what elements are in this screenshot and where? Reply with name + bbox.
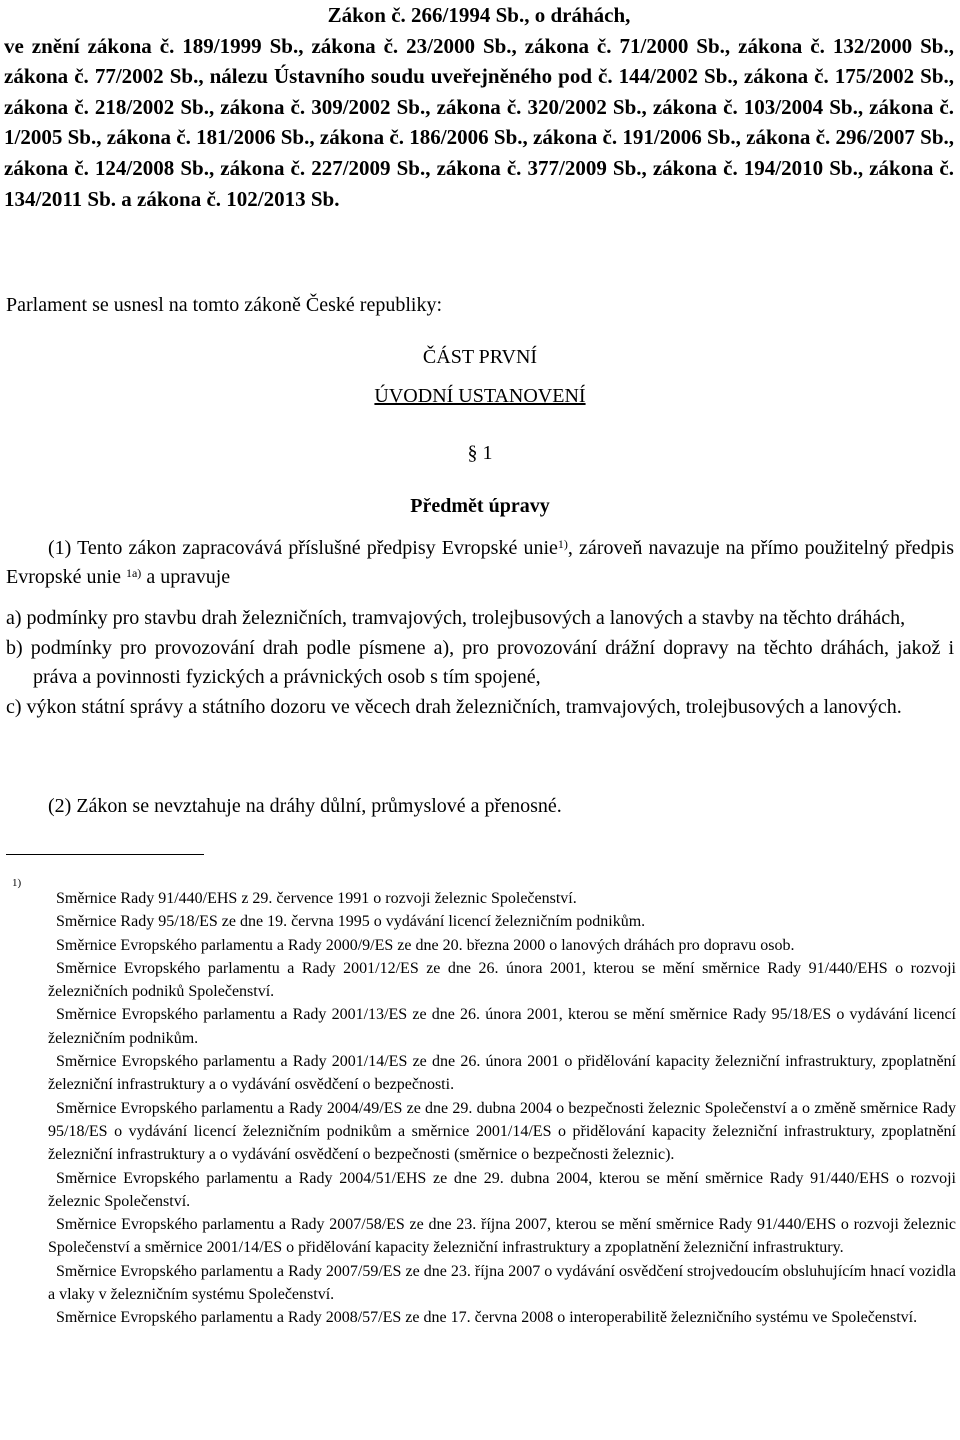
footnote-item: Směrnice Evropského parlamentu a Rady 2004/51/EHS ze dne 29. dubna 2004, kterou se mění směrnice Rady 91/440/EHS o rozvoji železnic Společenství.: [48, 1169, 956, 1210]
paragraph-1-text-c: a upravuje: [141, 566, 231, 588]
footnote-item: Směrnice Evropského parlamentu a Rady 2000/9/ES ze dne 20. března 2000 o lanových dráhách pro dopravu osob.: [56, 936, 795, 954]
paragraph-1-text-b: , zároveň navazuje na přímo použitelný předpis Evropské unie: [6, 537, 954, 588]
paragraph-1-text-a: (1) Tento zákon zapracovává příslušné předpisy Evropské unie: [48, 537, 558, 559]
scope-list: [6, 604, 954, 723]
paragraph-1: [6, 534, 954, 592]
paragraph-number: § 1: [467, 442, 493, 464]
footnote-item: Směrnice Evropského parlamentu a Rady 2001/12/ES ze dne 26. února 2001, kterou se mění směrnice Rady 91/440/EHS o rozvoji železničních podniků Společenství.: [48, 959, 956, 1001]
footnotes: [48, 887, 956, 1330]
list-item-b: b) podmínky pro provozování drah podle písmene a), pro provozování drážní dopravy na těchto dráhách, jakož i práva a povinnosti fyzických a právnických osob s tím spojené,: [6, 637, 954, 688]
footnote-item: Směrnice Evropského parlamentu a Rady 2001/14/ES ze dne 26. února 2001 o přidělování kapacity železniční infrastruktury, zpoplatnění železniční infrastruktury a o vydávání osvědčení o bezpečnosti.: [48, 1053, 956, 1094]
footnote-item: Směrnice Rady 91/440/EHS z 29. července 1991 o rozvoji železnic Společenství.: [56, 890, 577, 907]
footnote-item: Směrnice Evropského parlamentu a Rady 2001/13/ES ze dne 26. února 2001, kterou se mění směrnice Rady 95/18/ES o vydávání licencí železničním podnikům.: [48, 1006, 956, 1047]
footnote-ref-1[interactable]: 1): [557, 537, 568, 551]
footnote-ref-1a[interactable]: 1a): [125, 566, 142, 580]
law-title: Zákon č. 266/1994 Sb., o dráhách,: [327, 3, 631, 27]
part-title: ČÁST PRVNÍ: [422, 346, 538, 368]
footnote-item: Směrnice Evropského parlamentu a Rady 2007/59/ES ze dne 23. října 2007 o vydávání osvědčení strojvedoucím obsluhujícím hnací vozidla a vlaky v železničním systému Společenství.: [48, 1262, 956, 1304]
footnote-item: Směrnice Evropského parlamentu a Rady 2007/58/ES ze dne 23. října 2007, kterou se mění směrnice Rady 91/440/EHS o rozvoji železnic Společenství a směrnice 2001/14/ES o přidělování kapacity železniční infrastruktury a zpoplatnění železniční infrastruktury.: [48, 1216, 956, 1257]
footnote-item: Směrnice Rady 95/18/ES ze dne 19. června 1995 o vydávání licencí železničním podnikům.: [56, 913, 646, 931]
section-title: ÚVODNÍ USTANOVENÍ: [374, 385, 586, 407]
list-item-c: c) výkon státní správy a státního dozoru ve věcech drah železničních, tramvajových, trolejbusových a lanových.: [6, 696, 902, 718]
paragraph-heading: Předmět úpravy: [410, 495, 550, 517]
footnote-marker: 1): [12, 877, 22, 889]
list-item-a: a) podmínky pro stavbu drah železničních, tramvajových, trolejbusových a lanových a stavby na těchto dráhách,: [6, 607, 906, 629]
enactment-clause: Parlament se usnesl na tomto zákoně České republiky:: [6, 294, 443, 316]
amendments-list: ve znění zákona č. 189/1999 Sb., zákona č. 23/2000 Sb., zákona č. 71/2000 Sb., zákona č. 132/2000 Sb., zákona č. 77/2002 Sb., nálezu Ústavního soudu uveřejněného pod č. 144/2002 Sb., zákona č. 175/2002 Sb., zákona č. 218/2002 Sb., zákona č. 309/2002 Sb., zákona č. 320/2002 Sb., zákona č. 103/2004 Sb., zákona č. 1/2005 Sb., zákona č. 181/2006 Sb., zákona č. 186/2006 Sb., zákona č. 191/2006 Sb., zákona č. 296/2007 Sb., zákona č. 124/2008 Sb., zákona č. 227/2009 Sb., zákona č. 377/2009 Sb., zákona č. 194/2010 Sb., zákona č. 134/2011 Sb. a zákona č. 102/2013 Sb.: [4, 33, 954, 211]
footnote-item: Směrnice Evropského parlamentu a Rady 2008/57/ES ze dne 17. června 2008 o interoperabilitě železničního systému ve Společenství.: [56, 1309, 918, 1327]
document-heading: [4, 0, 954, 214]
footnote-item: Směrnice Evropského parlamentu a Rady 2004/49/ES ze dne 29. dubna 2004 o bezpečnosti železnic Společenství a o změně směrnice Rady 95/18/ES o vydávání licencí železničním podnikům a směrnice 2001/14/ES o přidělování kapacity železniční infrastruktury, zpoplatnění železniční infrastruktury a o vydávání osvědčení o bezpečnosti (směrnice o bezpečnosti železnic).: [48, 1099, 956, 1164]
paragraph-2: (2) Zákon se nevztahuje na dráhy důlní, průmyslové a přenosné.: [48, 795, 562, 817]
footnote-separator: [6, 854, 204, 855]
